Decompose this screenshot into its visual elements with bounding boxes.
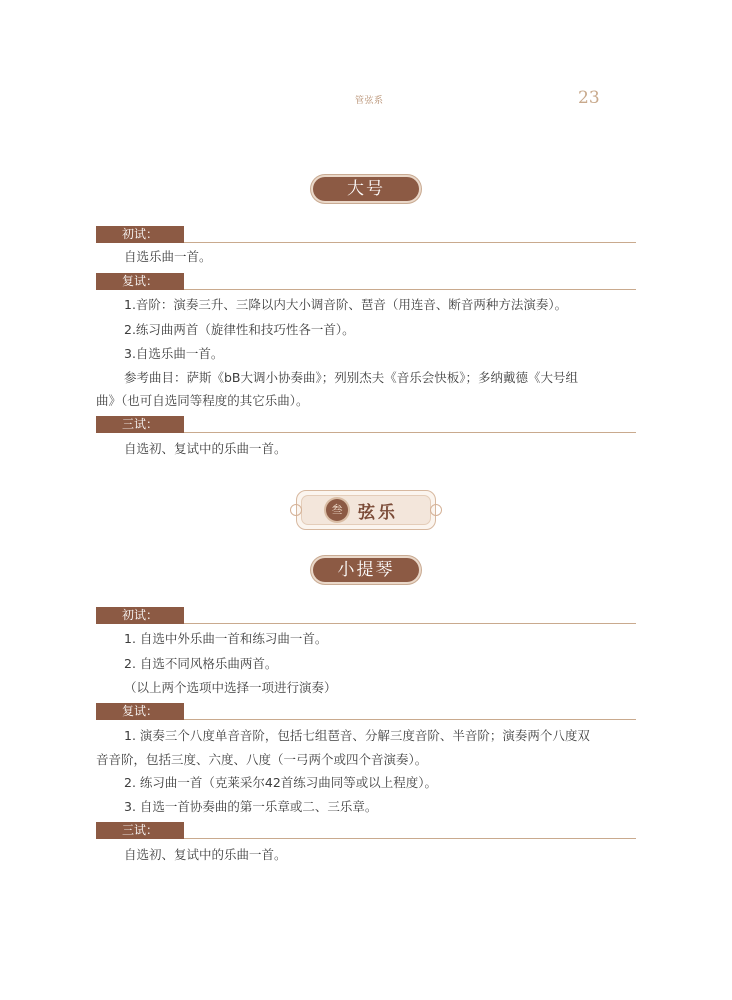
tuba-round2-line: 1.音阶：演奏三升、三降以内大小调音阶、琶音（用连音、断音两种方法演奏）。	[124, 297, 568, 312]
violin-round2-line: 2. 练习曲一首（克莱采尔42首练习曲同等或以上程度）。	[124, 775, 438, 790]
tuba-round1-label-row	[96, 226, 636, 243]
tuba-round3-label: 三试：	[96, 416, 184, 433]
section-title: 弦乐	[358, 503, 398, 523]
violin-round2-line: 3. 自选一首协奏曲的第一乐章或二、三乐章。	[124, 799, 378, 814]
tuba-round2-line: 2.练习曲两首（旋律性和技巧性各一首）。	[124, 322, 355, 337]
section-number-badge: 叁	[326, 499, 348, 521]
tuba-round2-line: 参考曲目：萨斯《bB大调小协奏曲》；列别杰夫《音乐会快板》；多纳戴德《大号组	[124, 370, 579, 385]
violin-round3-label: 三试：	[96, 822, 184, 839]
tuba-round2-line: 3.自选乐曲一首。	[124, 346, 224, 361]
violin-round1-label-row	[96, 607, 636, 624]
section-banner	[296, 490, 436, 530]
violin-round1-line: 2. 自选不同风格乐曲两首。	[124, 656, 278, 671]
tuba-round1-label: 初试：	[96, 226, 184, 243]
violin-round2-line: 音音阶，包括三度、六度、八度（一弓两个或四个音演奏）。	[96, 752, 428, 767]
tuba-round3-label-row	[96, 416, 636, 433]
page-number: 23	[578, 88, 600, 108]
violin-round1-line: （以上两个选项中选择一项进行演奏）	[124, 680, 337, 695]
violin-round2-label: 复试：	[96, 703, 184, 720]
tuba-round2-label: 复试：	[96, 273, 184, 290]
violin-round3-label-row	[96, 822, 636, 839]
tuba-round3-line: 自选初、复试中的乐曲一首。	[124, 441, 287, 456]
violin-round2-line: 1. 演奏三个八度单音音阶，包括七组琶音、分解三度音阶、半音阶；演奏两个八度双	[124, 728, 590, 743]
tuba-round2-label-row	[96, 273, 636, 290]
violin-round1-line: 1. 自选中外乐曲一首和练习曲一首。	[124, 631, 328, 646]
running-head: 管弦系	[355, 96, 384, 106]
tuba-round2-line: 曲》（也可自选同等程度的其它乐曲）。	[96, 393, 309, 408]
violin-round3-line: 自选初、复试中的乐曲一首。	[124, 847, 287, 862]
tuba-round1-line: 自选乐曲一首。	[124, 249, 212, 264]
violin-round2-label-row	[96, 703, 636, 720]
banner-right-ornament	[430, 504, 442, 516]
tuba-title: 大号	[313, 177, 419, 201]
violin-title: 小提琴	[313, 558, 419, 582]
violin-round1-label: 初试：	[96, 607, 184, 624]
banner-left-ornament	[290, 504, 302, 516]
